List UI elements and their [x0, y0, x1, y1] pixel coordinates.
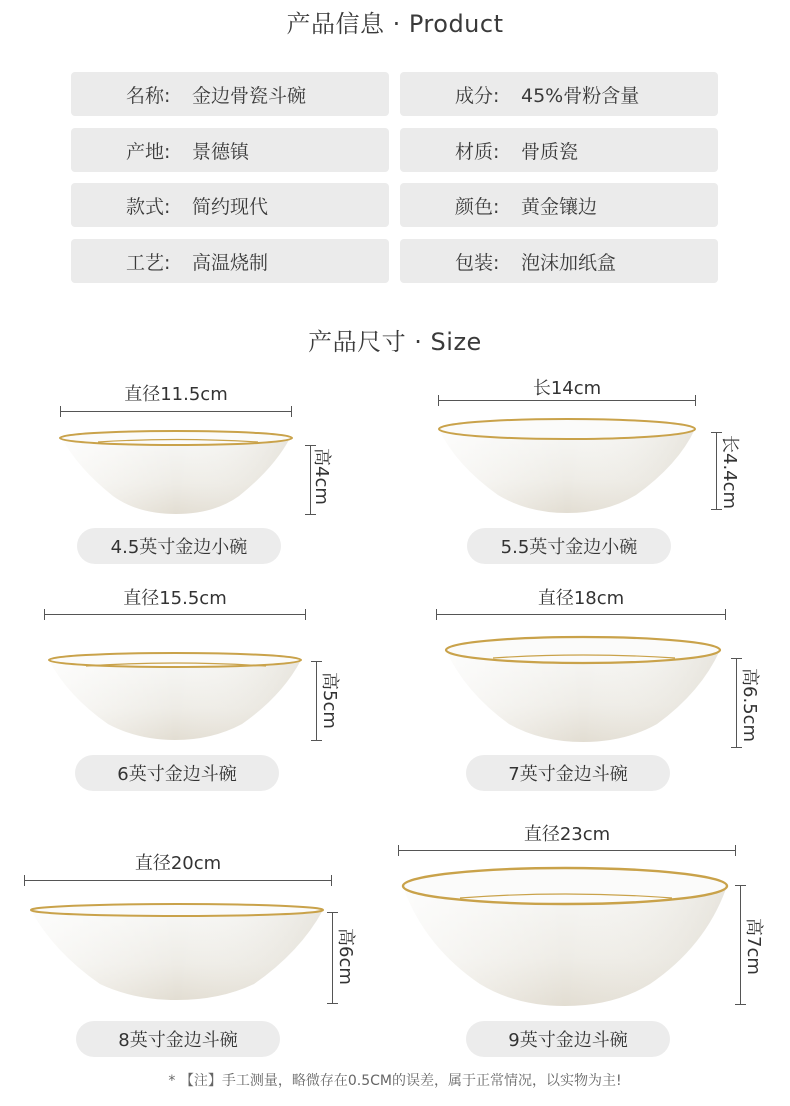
- bowl-height-label: 高6.5cm: [739, 668, 760, 743]
- height-dimension-line: [332, 912, 333, 1004]
- bowl-image-7: [443, 632, 723, 746]
- width-dimension-line: [60, 411, 292, 412]
- bowl-height-label: 长4.4cm: [719, 435, 740, 510]
- info-cell-packaging: [400, 239, 718, 283]
- info-label: 颜色:: [455, 195, 500, 218]
- bowl-image-8: [28, 900, 326, 1004]
- bowl-width-label: 长14cm: [532, 378, 602, 399]
- info-value: 45%骨粉含量: [521, 84, 640, 107]
- info-cell-color: [400, 183, 718, 227]
- height-dimension-line: [716, 432, 717, 510]
- bowl-height-label: 高5cm: [319, 672, 340, 729]
- width-dimension-line: [436, 614, 726, 615]
- height-dimension-line: [316, 661, 317, 741]
- info-label: 成分:: [455, 84, 500, 107]
- bowl-width-label: 直径15.5cm: [123, 588, 227, 609]
- info-cell-material: [400, 128, 718, 172]
- info-cell-composition: [400, 72, 718, 116]
- size-title: 产品尺寸 · Size: [308, 328, 482, 356]
- info-value: 高温烧制: [192, 251, 269, 274]
- bowl-image-4-5: [58, 428, 294, 520]
- bowl-name-pill: 8英寸金边斗碗: [76, 1021, 280, 1057]
- bowl-name-pill: 6英寸金边斗碗: [75, 755, 279, 791]
- info-value: 骨质瓷: [521, 140, 579, 163]
- width-dimension-line: [438, 400, 696, 401]
- info-value: 黄金镶边: [521, 195, 598, 218]
- info-label: 工艺:: [126, 251, 171, 274]
- bowl-image-5-5: [436, 415, 698, 515]
- bowl-width-label: 直径18cm: [537, 588, 625, 609]
- info-label: 材质:: [455, 140, 500, 163]
- info-label: 产地:: [126, 140, 171, 163]
- height-dimension-line: [740, 885, 741, 1005]
- width-dimension-line: [24, 880, 332, 881]
- info-label: 款式:: [126, 195, 171, 218]
- info-value: 景德镇: [192, 140, 250, 163]
- bowl-height-label: 高6cm: [335, 928, 356, 985]
- info-cell-style: [71, 183, 389, 227]
- height-dimension-line: [736, 658, 737, 748]
- bowl-name-pill: 5.5英寸金边小碗: [467, 528, 671, 564]
- width-dimension-line: [44, 614, 306, 615]
- bowl-width-label: 直径20cm: [134, 853, 222, 874]
- bowl-name-pill: 7英寸金边斗碗: [466, 755, 670, 791]
- width-dimension-line: [398, 850, 736, 851]
- measurement-note: * 【注】手工测量，略微存在0.5CM的误差，属于正常情况，以实物为主!: [168, 1073, 622, 1089]
- bowl-image-9: [400, 864, 730, 1010]
- bowl-width-label: 直径23cm: [523, 824, 611, 845]
- bowl-image-6: [46, 648, 304, 744]
- bowl-width-label: 直径11.5cm: [124, 384, 228, 405]
- info-cell-origin: [71, 128, 389, 172]
- info-cell-name: [71, 72, 389, 116]
- info-value: 金边骨瓷斗碗: [192, 84, 307, 107]
- info-cell-craft: [71, 239, 389, 283]
- bowl-height-label: 高4cm: [311, 448, 332, 505]
- info-label: 包装:: [455, 251, 500, 274]
- product-info-title: 产品信息 · Product: [286, 10, 504, 38]
- bowl-name-pill: 9英寸金边斗碗: [466, 1021, 670, 1057]
- info-value: 简约现代: [192, 195, 269, 218]
- info-label: 名称:: [126, 84, 171, 107]
- bowl-name-pill: 4.5英寸金边小碗: [77, 528, 281, 564]
- bowl-height-label: 高7cm: [743, 918, 764, 975]
- info-value: 泡沫加纸盒: [521, 251, 617, 274]
